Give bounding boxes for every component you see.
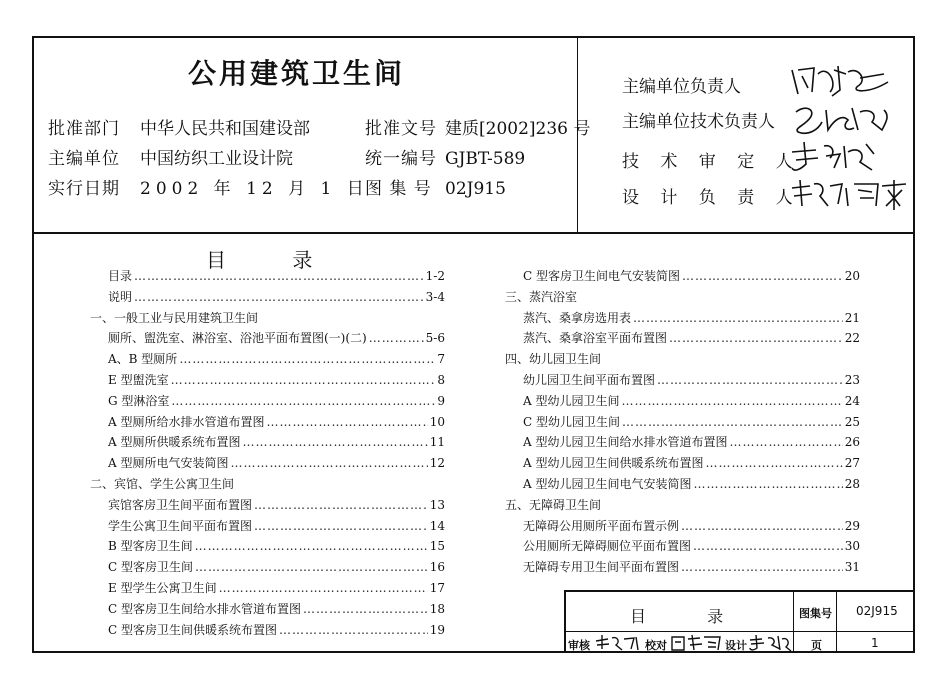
tb-atlas-label: 图集号 <box>799 607 832 620</box>
tb-vline <box>836 592 837 653</box>
toc-entry-title: A 型厕所给水排水管道布置图 <box>108 414 265 429</box>
effective-date: 2002 年 12 月 1 日 <box>140 179 369 199</box>
toc-entry-page: 28 <box>844 477 860 491</box>
toc-leader-dots <box>633 310 843 326</box>
tb-review-label: 审核 <box>568 639 590 652</box>
toc-entry[interactable] <box>108 289 445 305</box>
toc-entry[interactable] <box>108 580 445 596</box>
tb-design-label: 设计 <box>725 639 747 652</box>
toc-entry[interactable] <box>108 414 445 430</box>
toc-leader-dots <box>134 289 424 305</box>
atlas-no: 02J915 <box>445 179 506 199</box>
toc-entry-title: A 型幼儿园卫生间 <box>523 393 620 408</box>
toc-entry-title: A 型幼儿园卫生间供暖系统布置图 <box>523 456 704 471</box>
title-block <box>564 590 915 653</box>
editor-unit: 中国纺织工业设计院 <box>140 149 293 169</box>
info-row-date <box>48 174 506 199</box>
toc-entry-page: 3-4 <box>425 289 445 304</box>
toc-entry[interactable] <box>108 497 445 513</box>
toc-entry-page: 5-6 <box>425 331 445 346</box>
toc-entry-title: E 型盥洗室 <box>108 373 169 387</box>
toc-entry-title: E 型学生公寓卫生间 <box>108 581 217 595</box>
toc-entry[interactable] <box>108 622 445 638</box>
toc-leader-dots <box>669 330 843 346</box>
signature-reviewer <box>788 138 888 178</box>
toc-entry-title: C 型客房卫生间给水排水管道布置图 <box>108 601 301 616</box>
toc-leader-dots <box>195 559 428 575</box>
atlas-no-label: 图 集 号 <box>365 179 432 199</box>
signature-tech-lead <box>788 100 898 140</box>
toc-entry-page: 8 <box>437 373 445 387</box>
toc-leader-dots <box>195 538 428 554</box>
toc-entry-title: A 型幼儿园卫生间电气安装简图 <box>523 477 692 491</box>
toc-leader-dots <box>693 538 843 554</box>
toc-leader-dots <box>266 414 427 430</box>
approval-dept: 中华人民共和国建设部 <box>140 119 310 139</box>
approval-doc-label: 批准文号 <box>365 119 437 139</box>
toc-entry-title: 厕所、盥洗室、淋浴室、浴池平面布置图(一)(二) <box>108 331 367 346</box>
toc-entry-title: A 型厕所电气安装简图 <box>108 456 229 471</box>
toc-leader-dots <box>230 455 427 471</box>
toc-entry[interactable] <box>523 268 860 284</box>
toc-entry-title: A、B 型厕所 <box>108 352 178 367</box>
toc-entry-title: C 型客房卫生间供暖系统布置图 <box>108 622 277 637</box>
toc-entry-title: A 型厕所供暖系统布置图 <box>108 435 241 450</box>
toc-leader-dots <box>693 476 842 492</box>
toc-entry-page: 14 <box>429 518 445 533</box>
toc-section-heading: 四、幼儿园卫生间 <box>505 352 602 367</box>
toc-leader-dots <box>254 497 428 513</box>
toc-entry[interactable] <box>523 434 860 450</box>
toc-entry[interactable] <box>108 434 445 450</box>
tb-design-signature <box>748 633 792 653</box>
toc-entry[interactable] <box>108 393 445 409</box>
toc-section-heading: 五、无障碍卫生间 <box>505 497 602 512</box>
toc-leader-dots <box>621 393 842 409</box>
toc-entry[interactable] <box>108 559 445 575</box>
tb-check-label: 校对 <box>645 639 667 652</box>
signature-designer <box>788 176 916 216</box>
info-row-approval <box>48 114 590 139</box>
toc-entry-page: 30 <box>844 539 860 554</box>
toc-leader-dots <box>705 455 842 471</box>
toc-entry[interactable] <box>523 455 860 471</box>
toc-entry-page: 20 <box>844 269 860 283</box>
toc-entry[interactable] <box>108 351 445 367</box>
approval-doc: 建质[2002]236 号 <box>445 119 591 139</box>
toc-entry-page: 18 <box>429 601 445 616</box>
tb-atlas-no: 02J915 <box>856 604 898 618</box>
toc-entry-title: 蒸汽、桑拿房选用表 <box>523 310 632 325</box>
toc-entry[interactable] <box>108 518 445 534</box>
toc-leader-dots <box>622 414 843 430</box>
toc-leader-dots <box>681 518 843 534</box>
toc-entry[interactable] <box>108 538 445 554</box>
toc-leader-dots <box>279 622 428 638</box>
toc-leader-dots <box>254 518 428 534</box>
toc-section-heading: 一、一般工业与民用建筑卫生间 <box>90 310 259 325</box>
toc-entry-title: 无障碍专用卫生间平面布置图 <box>523 560 680 575</box>
page-title: 公用建筑卫生间 <box>188 57 406 90</box>
info-row-editor <box>48 144 525 169</box>
toc-entry-title: G 型淋浴室 <box>108 393 170 408</box>
toc-leader-dots <box>171 372 436 388</box>
tb-review-signature <box>594 633 642 653</box>
toc-entry-page: 9 <box>437 393 445 408</box>
toc-entry-page: 22 <box>844 331 860 346</box>
toc-entry-page: 23 <box>844 373 860 387</box>
toc-entry[interactable] <box>523 476 860 492</box>
toc-leader-dots <box>681 559 843 575</box>
editor-unit-label: 主编单位 <box>48 149 120 169</box>
toc-entry-page: 1-2 <box>425 269 445 283</box>
tb-check-signature <box>670 633 722 653</box>
toc-entry-page: 19 <box>429 622 445 637</box>
unified-no: GJBT-589 <box>445 149 526 169</box>
toc-entry-title: 说明 <box>108 289 133 304</box>
signature-chief-unit <box>788 62 898 102</box>
resp-row-reviewer <box>622 147 801 172</box>
toc-entry-page: 27 <box>844 456 860 471</box>
resp-row-chief-unit <box>622 72 790 97</box>
toc-entry-page: 31 <box>844 560 860 575</box>
toc-entry-title: 无障碍公用厕所平面布置示例 <box>523 518 680 533</box>
tb-page-no: 1 <box>871 636 879 650</box>
toc-section-heading: 二、宾馆、学生公寓卫生间 <box>90 477 235 491</box>
toc-section-heading: 三、蒸汽浴室 <box>505 289 578 304</box>
unified-no-label: 统一编号 <box>365 149 437 169</box>
resp-label: 主编单位负责人 <box>622 77 741 97</box>
toc-entry-page: 29 <box>844 518 860 533</box>
toc-entry[interactable] <box>108 455 445 471</box>
tb-page-label: 页 <box>811 639 822 652</box>
toc-entry-title: 学生公寓卫生间平面布置图 <box>108 518 253 533</box>
toc-entry[interactable] <box>523 518 860 534</box>
toc-title: 目 录 <box>206 248 343 272</box>
toc-entry-page: 10 <box>429 414 445 429</box>
toc-entry-title: 公用厕所无障碍厕位平面布置图 <box>523 539 692 554</box>
toc-entry-title: 蒸汽、桑拿浴室平面布置图 <box>523 331 668 346</box>
tb-hline <box>566 631 915 632</box>
toc-leader-dots <box>682 268 843 284</box>
toc-entry[interactable] <box>108 601 445 617</box>
toc-entry-title: 幼儿园卫生间平面布置图 <box>523 373 656 387</box>
resp-label: 技 术 审 定 人 <box>622 152 801 172</box>
resp-row-designer <box>622 183 801 208</box>
toc-leader-dots <box>171 393 435 409</box>
toc-entry-page: 13 <box>429 497 445 512</box>
toc-entry[interactable] <box>108 330 445 346</box>
header-divider <box>32 232 915 234</box>
toc-entry-page: 26 <box>844 435 860 450</box>
toc-entry-page: 25 <box>844 414 860 429</box>
resp-row-tech-lead <box>622 107 790 132</box>
resp-label: 设 计 负 责 人 <box>622 188 801 208</box>
toc-entry[interactable] <box>108 268 445 284</box>
toc-entry[interactable] <box>523 414 860 430</box>
toc-entry[interactable] <box>523 538 860 554</box>
toc-entry-page: 17 <box>429 581 445 595</box>
tb-vline <box>793 592 794 653</box>
toc-entry-page: 7 <box>437 352 445 367</box>
toc-leader-dots <box>134 268 424 284</box>
toc-leader-dots <box>729 434 842 450</box>
toc-entry-page: 16 <box>429 560 445 575</box>
toc-entry[interactable] <box>523 393 860 409</box>
toc-leader-dots <box>369 330 424 346</box>
toc-entry-title: C 型客房卫生间 <box>108 560 193 575</box>
toc-entry-page: 21 <box>844 310 860 325</box>
toc-leader-dots <box>657 372 843 388</box>
toc-entry-page: 15 <box>429 539 445 554</box>
toc-leader-dots <box>179 351 435 367</box>
toc-entry[interactable] <box>523 559 860 575</box>
toc-entry-title: B 型客房卫生间 <box>108 539 193 554</box>
toc-entry-title: A 型幼儿园卫生间给水排水管道布置图 <box>523 435 728 450</box>
toc-leader-dots <box>242 434 427 450</box>
toc-entry-page: 12 <box>429 456 445 471</box>
toc-leader-dots <box>219 580 428 596</box>
toc-entry-page: 11 <box>429 435 445 450</box>
toc-entry[interactable] <box>523 310 860 326</box>
approval-dept-label: 批准部门 <box>48 119 120 139</box>
toc-entry[interactable] <box>523 372 860 388</box>
toc-entry-page: 24 <box>844 393 860 408</box>
toc-entry-title: C 型客房卫生间电气安装简图 <box>523 269 680 283</box>
resp-label: 主编单位技术负责人 <box>622 112 775 132</box>
toc-leader-dots <box>303 601 428 617</box>
toc-entry-title: 宾馆客房卫生间平面布置图 <box>108 497 253 512</box>
toc-entry[interactable] <box>523 330 860 346</box>
toc-entry[interactable] <box>108 372 445 388</box>
effective-date-label: 实行日期 <box>48 179 120 199</box>
tb-title: 目 录 <box>630 607 752 626</box>
toc-entry-title: 目录 <box>108 269 133 283</box>
toc-entry-title: C 型幼儿园卫生间 <box>523 414 620 429</box>
